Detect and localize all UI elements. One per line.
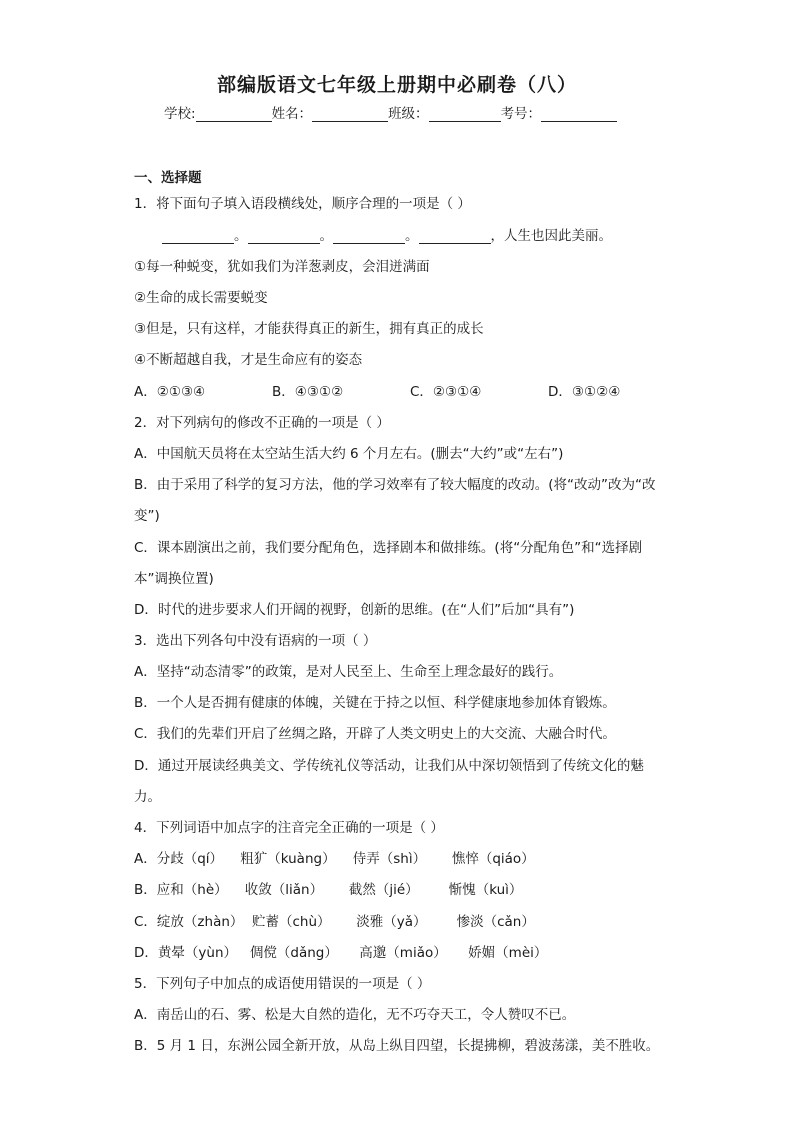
question-2-option[interactable]: D．时代的进步要求人们开阔的视野，创新的思维。(在“人们”后加“具有”) <box>134 602 575 618</box>
section-heading: 一、选择题 <box>134 170 202 186</box>
question-2-option[interactable]: A．中国航天员将在太空站生活大约 6 个月左右。(删去“大约”或“左右”) <box>134 446 564 462</box>
blank[interactable] <box>419 229 491 244</box>
class-label: 班级： <box>388 106 429 122</box>
question-5-option[interactable]: A．南岳山的石、雾、松是大自然的造化，无不巧夺天工，令人赞叹不已。 <box>134 1007 576 1023</box>
question-3-option[interactable]: D．通过开展读经典美文、学传统礼仪等活动，让我们从中深切领悟到了传统文化的魅 <box>134 758 644 774</box>
number-label: 考号： <box>500 106 542 122</box>
question-1-item: ②生命的成长需要蜕变 <box>134 290 268 306</box>
question-2-option[interactable]: B．由于采用了科学的复习方法，他的学习效率有了较大幅度的改动。(将“改动”改为“改 <box>134 477 656 493</box>
question-1-blanks: 。 。 。 ，人生也因此美丽。 <box>162 224 612 244</box>
question-4-stem: 4．下列词语中加点字的注音完全正确的一项是（ ） <box>134 820 444 836</box>
page-title: 部编版语文七年级上册期中必刷卷（八） <box>216 74 577 96</box>
question-3-option[interactable]: C．我们的先辈们开启了丝绸之路，开辟了人类文明史上的大交流、大融合时代。 <box>134 726 616 742</box>
question-4-option[interactable]: C．绽放（zhàn） 贮蓄（chù） 淡雅（yǎ） 惨淡（cǎn） <box>134 914 535 930</box>
blank[interactable] <box>162 229 234 244</box>
option-d[interactable]: D．③①②④ <box>548 384 621 400</box>
student-info <box>164 102 617 122</box>
question-4-option[interactable]: B．应和（hè） 收敛（liǎn） 截然（jié） 惭愧（kuì） <box>134 882 523 898</box>
question-2-option[interactable]: C．课本剧演出之前，我们要分配角色，选择剧本和做排练。(将“分配角色”和“选择剧 <box>134 540 643 556</box>
question-4-option[interactable]: D．黄晕（yùn） 倜傥（dǎng） 高邈（miǎo） 娇媚（mèi） <box>134 945 548 961</box>
question-1-item: ③但是，只有这样，才能获得真正的新生，拥有真正的成长 <box>134 321 484 337</box>
question-3-option[interactable]: B．一个人是否拥有健康的体魄，关键在于持之以恒、科学健康地参加体育锻炼。 <box>134 695 616 711</box>
school-field[interactable] <box>196 107 272 122</box>
number-field[interactable] <box>541 107 617 122</box>
name-label: 姓名： <box>271 106 313 122</box>
question-1-item: ①每一种蜕变，犹如我们为洋葱剥皮，会泪迸满面 <box>134 259 430 275</box>
question-1-stem: 1．将下面句子填入语段横线处，顺序合理的一项是（ ） <box>134 196 471 212</box>
option-a[interactable]: A．②①③④ <box>134 384 206 400</box>
question-5-option[interactable]: B．5 月 1 日，东洲公园全新开放，从岛上纵目四望，长提拂柳，碧波荡漾，美不胜收。 <box>134 1038 660 1054</box>
class-field[interactable] <box>429 107 501 122</box>
blank[interactable] <box>333 229 405 244</box>
question-2-option-cont: 变”) <box>134 508 160 524</box>
question-2-stem: 2．对下列病句的修改不正确的一项是（ ） <box>134 415 390 431</box>
question-2-option-cont: 本”调换位置) <box>134 571 214 587</box>
school-label: 学校: <box>164 106 196 122</box>
question-5-stem: 5．下列句子中加点的成语使用错误的一项是（ ） <box>134 976 431 992</box>
blank[interactable] <box>248 229 320 244</box>
name-field[interactable] <box>312 107 388 122</box>
option-c[interactable]: C．②③①④ <box>410 384 482 400</box>
question-3-option-cont: 力。 <box>134 789 161 805</box>
question-3-option[interactable]: A．坚持“动态清零”的政策，是对人民至上、生命至上理念最好的践行。 <box>134 664 563 680</box>
question-4-option[interactable]: A．分歧（qí） 粗犷（kuàng） 侍弄（shì） 憔悴（qiáo） <box>134 851 535 867</box>
option-b[interactable]: B．④③①② <box>272 384 344 400</box>
question-1-options <box>134 380 620 400</box>
question-3-stem: 3．选出下列各句中没有语病的一项（ ） <box>134 633 377 649</box>
question-1-item: ④不断超越自我，才是生命应有的姿态 <box>134 352 363 368</box>
